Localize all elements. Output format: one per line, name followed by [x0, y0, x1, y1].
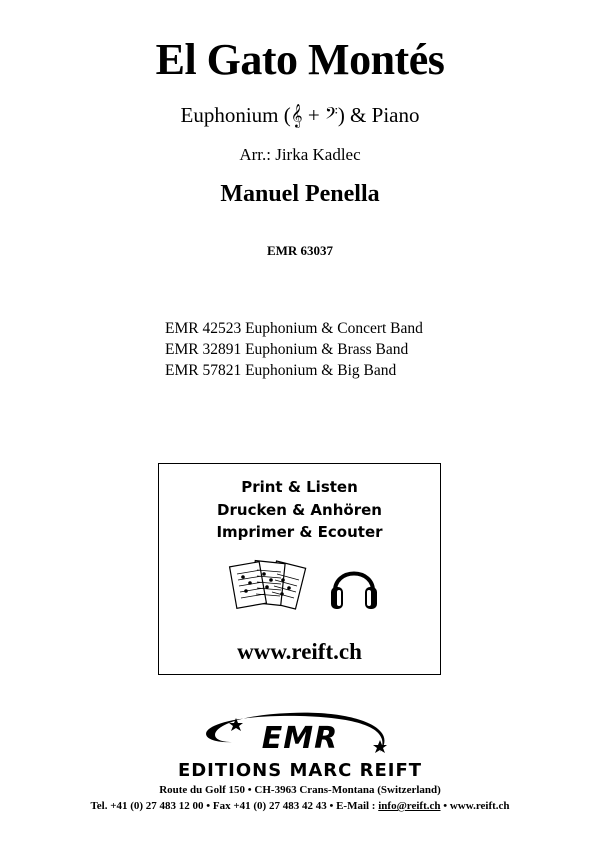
contact-phone-fax: Tel. +41 (0) 27 483 12 00 • Fax +41 (0) 27 483 42 43 • E-Mail :	[90, 800, 379, 812]
contact-website: • www.reift.ch	[440, 800, 510, 812]
sheet-music-icon	[227, 558, 309, 614]
headphones-icon	[329, 559, 379, 615]
promo-line-en: Print & Listen	[241, 478, 358, 496]
treble-clef-icon: 𝄞	[290, 103, 303, 127]
other-editions-list	[165, 318, 423, 381]
edition-item: EMR 42523 Euphonium & Concert Band	[165, 320, 423, 337]
instrumentation	[0, 103, 600, 128]
arranger: Arr.: Jirka Kadlec	[239, 145, 361, 164]
website-url[interactable]: www.reift.ch	[237, 639, 362, 664]
publisher-address: Route du Golf 150 • CH-3963 Crans-Montana (Switzerland)	[159, 784, 441, 796]
composer: Manuel Penella	[220, 181, 380, 207]
publisher-contact	[0, 800, 600, 812]
page-title: El Gato Montés	[155, 35, 445, 84]
edition-item: EMR 57821 Euphonium & Big Band	[165, 362, 397, 379]
edition-item: EMR 32891 Euphonium & Brass Band	[165, 341, 409, 358]
promo-line-de: Drucken & Anhören	[217, 501, 382, 519]
emr-wordmark: EDITIONS MARC REIFT	[177, 760, 423, 781]
print-listen-box	[158, 463, 441, 675]
instrumentation-prefix: Euphonium (	[180, 103, 291, 127]
instrumentation-plus: +	[302, 103, 325, 127]
email-link[interactable]: info@reift.ch	[378, 800, 441, 812]
emr-mark: EMR	[261, 721, 339, 756]
instrumentation-suffix: ) & Piano	[337, 103, 420, 127]
bass-clef-icon: 𝄢	[324, 103, 338, 127]
publisher-logo	[150, 712, 450, 784]
promo-line-fr: Imprimer & Ecouter	[216, 523, 383, 541]
catalog-code: EMR 63037	[266, 243, 334, 258]
